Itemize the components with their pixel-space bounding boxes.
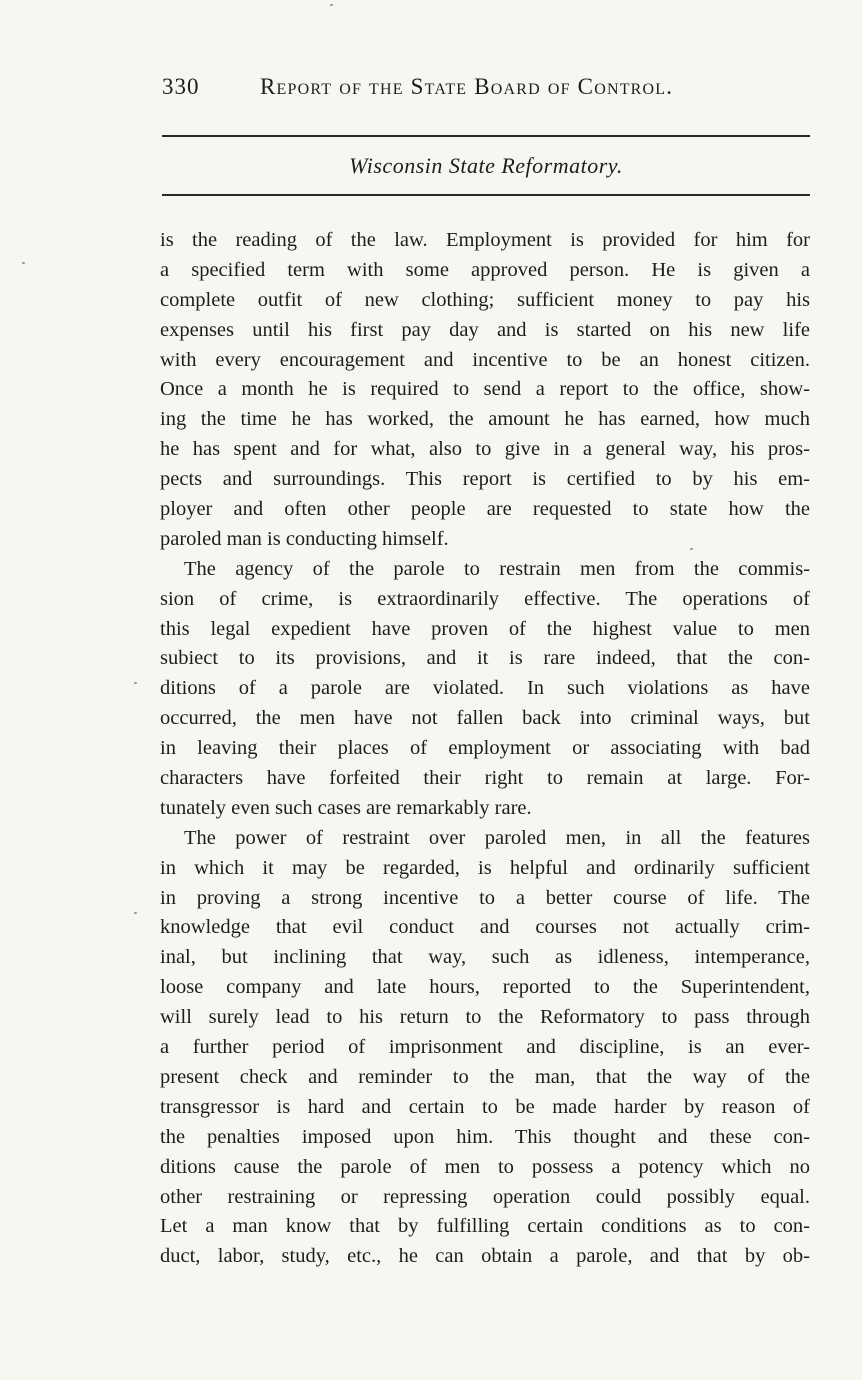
text-line: a further period of imprisonment and discipline, is an ever-: [160, 1036, 810, 1059]
body-text: [160, 226, 810, 1272]
text-line: Once a month he is required to send a report to the office, show-: [160, 378, 810, 401]
text-line: characters have forfeited their right to remain at large. For-: [160, 767, 810, 790]
text-line: sion of crime, is extraordinarily effective. The operations of: [160, 587, 810, 610]
text-line: he has spent and for what, also to give in a general way, his pros-: [160, 438, 810, 461]
text-line: paroled man is conducting himself.: [160, 527, 449, 550]
header-rule-top: [162, 135, 810, 137]
text-line: complete outfit of new clothing; sufficient money to pay his: [160, 288, 810, 311]
text-line: The power of restraint over paroled men, in all the features: [184, 826, 810, 849]
section-title: Wisconsin State Reformatory.: [349, 153, 623, 178]
paper-speck: [134, 912, 137, 914]
text-line: ing the time he has worked, the amount he has earned, how much: [160, 408, 810, 431]
text-line: subiect to its provisions, and it is rare indeed, that the con-: [160, 647, 810, 670]
text-line: ployer and often other people are requested to state how the: [160, 498, 810, 521]
paper-speck: [330, 4, 333, 6]
text-line: expenses until his first pay day and is started on his new life: [160, 318, 810, 341]
running-header: [162, 74, 818, 114]
text-line: with every encouragement and incentive to be an honest citizen.: [160, 348, 810, 371]
text-line: occurred, the men have not fallen back into criminal ways, but: [160, 707, 810, 730]
text-line: ditions cause the parole of men to possess a potency which no: [160, 1155, 810, 1178]
header-rule-bottom: [162, 194, 810, 196]
text-line: will surely lead to his return to the Reformatory to pass through: [160, 1006, 810, 1029]
text-line: pects and surroundings. This report is certified to by his em-: [160, 468, 810, 491]
text-line: is the reading of the law. Employment is provided for him for: [160, 229, 810, 251]
text-line: in which it may be regarded, is helpful and ordinarily sufficient: [160, 856, 810, 879]
text-line: Let a man know that by fulfilling certain conditions as to con-: [160, 1215, 810, 1238]
text-line: other restraining or repressing operation could possibly equal.: [160, 1185, 810, 1208]
text-line: tunately even such cases are remarkably rare.: [160, 796, 532, 819]
text-line: transgressor is hard and certain to be made harder by reason of: [160, 1095, 810, 1118]
text-line: this legal expedient have proven of the highest value to men: [160, 617, 810, 640]
report-title: Report of the State Board of Control.: [260, 74, 674, 99]
text-line: loose company and late hours, reported to the Superintendent,: [160, 976, 810, 999]
text-line: in proving a strong incentive to a better course of life. The: [160, 886, 810, 909]
text-line: inal, but inclining that way, such as idleness, intemperance,: [160, 946, 810, 969]
paragraph: [160, 824, 810, 1272]
text-line: The agency of the parole to restrain men from the commis-: [184, 557, 810, 580]
text-line: present check and reminder to the man, that the way of the: [160, 1065, 810, 1088]
text-line: duct, labor, study, etc., he can obtain a parole, and that by ob-: [160, 1245, 810, 1268]
text-line: the penalties imposed upon him. This thought and these con-: [160, 1125, 810, 1148]
text-line: in leaving their places of employment or associating with bad: [160, 737, 810, 760]
paper-speck: [134, 682, 137, 684]
paragraph: [160, 226, 810, 555]
page-number: 330: [162, 74, 200, 99]
text-line: knowledge that evil conduct and courses not actually crim-: [160, 916, 810, 939]
text-line: ditions of a parole are violated. In such violations as have: [160, 677, 810, 700]
text-line: a specified term with some approved person. He is given a: [160, 258, 810, 281]
paragraph: [160, 555, 810, 824]
paper-speck: [22, 262, 25, 264]
paper-speck: [690, 548, 693, 550]
